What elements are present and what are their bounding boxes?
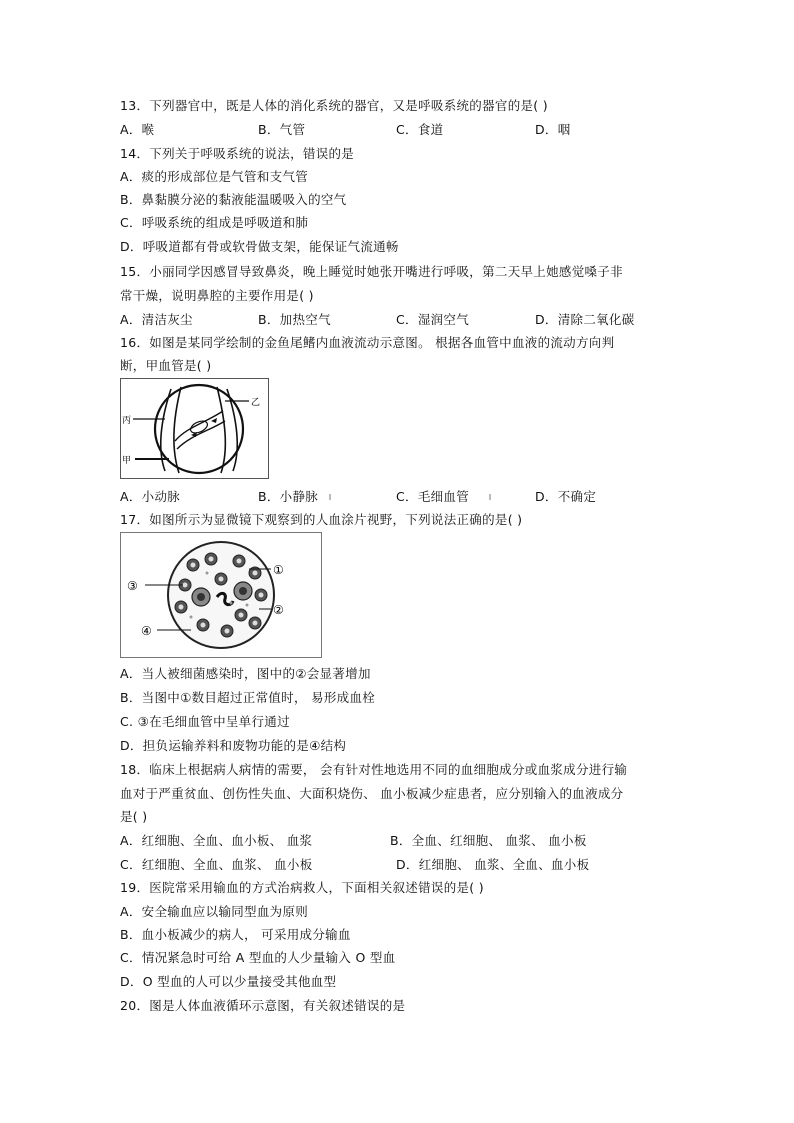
question-19-option-b: B．血小板减少的病人， 可采用成分输血 bbox=[120, 927, 351, 942]
question-14-stem: 14．下列关于呼吸系统的说法，错误的是 bbox=[120, 146, 355, 161]
question-15-stem-line-1: 15．小丽同学因感冒导致鼻炎，晚上睡觉时她张开嘴进行呼吸，第二天早上她感觉嗓子非 bbox=[120, 264, 623, 279]
question-19-option-c: C．情况紧急时可给 A 型血的人少量输入 O 型血 bbox=[120, 950, 396, 965]
blood-smear-diagram bbox=[121, 533, 321, 657]
question-15-option-d: D．清除二氧化碳 bbox=[535, 312, 635, 327]
question-13-option-a: A．喉 bbox=[120, 122, 155, 137]
question-15-stem-line-2: 常干燥，说明鼻腔的主要作用是( ) bbox=[120, 288, 314, 303]
question-19-stem: 19．医院常采用输血的方式治病救人，下面相关叙述错误的是( ) bbox=[120, 880, 484, 895]
question-14-option-c: C．呼吸系统的组成是呼吸道和肺 bbox=[120, 215, 309, 230]
question-15-option-b: B．加热空气 bbox=[258, 312, 331, 327]
figure-label-2: ② bbox=[273, 603, 284, 617]
platelet bbox=[246, 604, 249, 607]
question-18-option-b: B．全血、红细胞、 血浆、 血小板 bbox=[390, 833, 587, 848]
question-13-stem: 13．下列器官中，既是人体的消化系统的器官，又是呼吸系统的器官的是( ) bbox=[120, 98, 548, 113]
question-18-stem-line-2: 血对于严重贫血、创伤性失血、大面积烧伤、 血小板减少症患者，应分别输入的血液成分 bbox=[120, 786, 624, 801]
question-14-option-d: D．呼吸道都有骨或软骨做支架，能保证气流通畅 bbox=[120, 239, 399, 254]
capillary-2 bbox=[177, 421, 225, 449]
flow-arrow-2 bbox=[211, 418, 217, 423]
question-14-option-b: B．鼻黏膜分泌的黏液能温暖吸入的空气 bbox=[120, 192, 347, 207]
figure-label-bing: 丙 bbox=[122, 416, 132, 426]
question-16-option-c: C．毛细血管 bbox=[396, 489, 470, 504]
goldfish-tail-blood-flow-figure bbox=[120, 378, 269, 479]
vessel-right-inner bbox=[217, 387, 225, 473]
question-13-option-c: C．食道 bbox=[396, 122, 444, 137]
question-15-option-a: A．清洁灰尘 bbox=[120, 312, 193, 327]
question-14-option-a: A．痰的形成部位是气管和支气管 bbox=[120, 169, 309, 184]
blood-smear-figure bbox=[120, 532, 322, 658]
question-17-option-d: D．担负运输养料和废物功能的是④结构 bbox=[120, 738, 347, 753]
question-18-option-d: D．红细胞、 血浆、全血、血小板 bbox=[396, 857, 590, 872]
question-16-option-a: A．小动脉 bbox=[120, 489, 181, 504]
question-18-stem-line-3: 是( ) bbox=[120, 809, 148, 824]
question-20-stem: 20．图是人体血液循环示意图，有关叙述错误的是 bbox=[120, 998, 406, 1013]
question-13-option-b: B．气管 bbox=[258, 122, 306, 137]
question-17-option-a: A．当人被细菌感染时，图中的②会显著增加 bbox=[120, 666, 371, 681]
question-19-option-d: D．O 型血的人可以少量接受其他血型 bbox=[120, 974, 337, 989]
question-18-option-a: A．红细胞、全血、血小板、 血浆 bbox=[120, 833, 313, 848]
figure-label-3: ③ bbox=[127, 579, 138, 593]
platelet bbox=[190, 616, 193, 619]
blood-vessel-diagram bbox=[121, 379, 268, 478]
vessel-left-inner bbox=[174, 387, 181, 473]
scan-artifact-mark bbox=[329, 494, 331, 500]
question-16-stem-line-1: 16．如图是某同学绘制的金鱼尾鳍内血液流动示意图。 根据各血管中血液的流动方向判 bbox=[120, 335, 615, 350]
figure-label-jia: 甲 bbox=[122, 456, 132, 466]
question-17-stem: 17．如图所示为显微镜下观察到的人血涂片视野，下列说法正确的是( ) bbox=[120, 512, 523, 527]
figure-label-1: ① bbox=[273, 563, 284, 577]
platelet bbox=[230, 602, 233, 605]
question-17-option-b: B．当图中①数目超过正常值时， 易形成血栓 bbox=[120, 690, 376, 705]
question-18-stem-line-1: 18．临床上根据病人病情的需要， 会有针对性地选用不同的血细胞成分或血浆成分进行输 bbox=[120, 762, 628, 777]
question-18-option-c: C．红细胞、全血、血浆、 血小板 bbox=[120, 857, 313, 872]
question-16-option-d: D．不确定 bbox=[535, 489, 597, 504]
question-16-option-b: B．小静脉 bbox=[258, 489, 319, 504]
question-13-option-d: D．咽 bbox=[535, 122, 571, 137]
question-19-option-a: A．安全输血应以输同型血为原则 bbox=[120, 904, 309, 919]
figure-label-yi: 乙 bbox=[251, 398, 261, 408]
platelet bbox=[206, 572, 209, 575]
question-15-option-c: C．湿润空气 bbox=[396, 312, 470, 327]
scan-artifact-mark bbox=[489, 494, 491, 500]
question-16-stem-line-2: 断，甲血管是( ) bbox=[120, 358, 212, 373]
question-17-option-c: C. ③在毛细血管中呈单行通过 bbox=[120, 714, 290, 729]
figure-label-4: ④ bbox=[141, 624, 152, 638]
